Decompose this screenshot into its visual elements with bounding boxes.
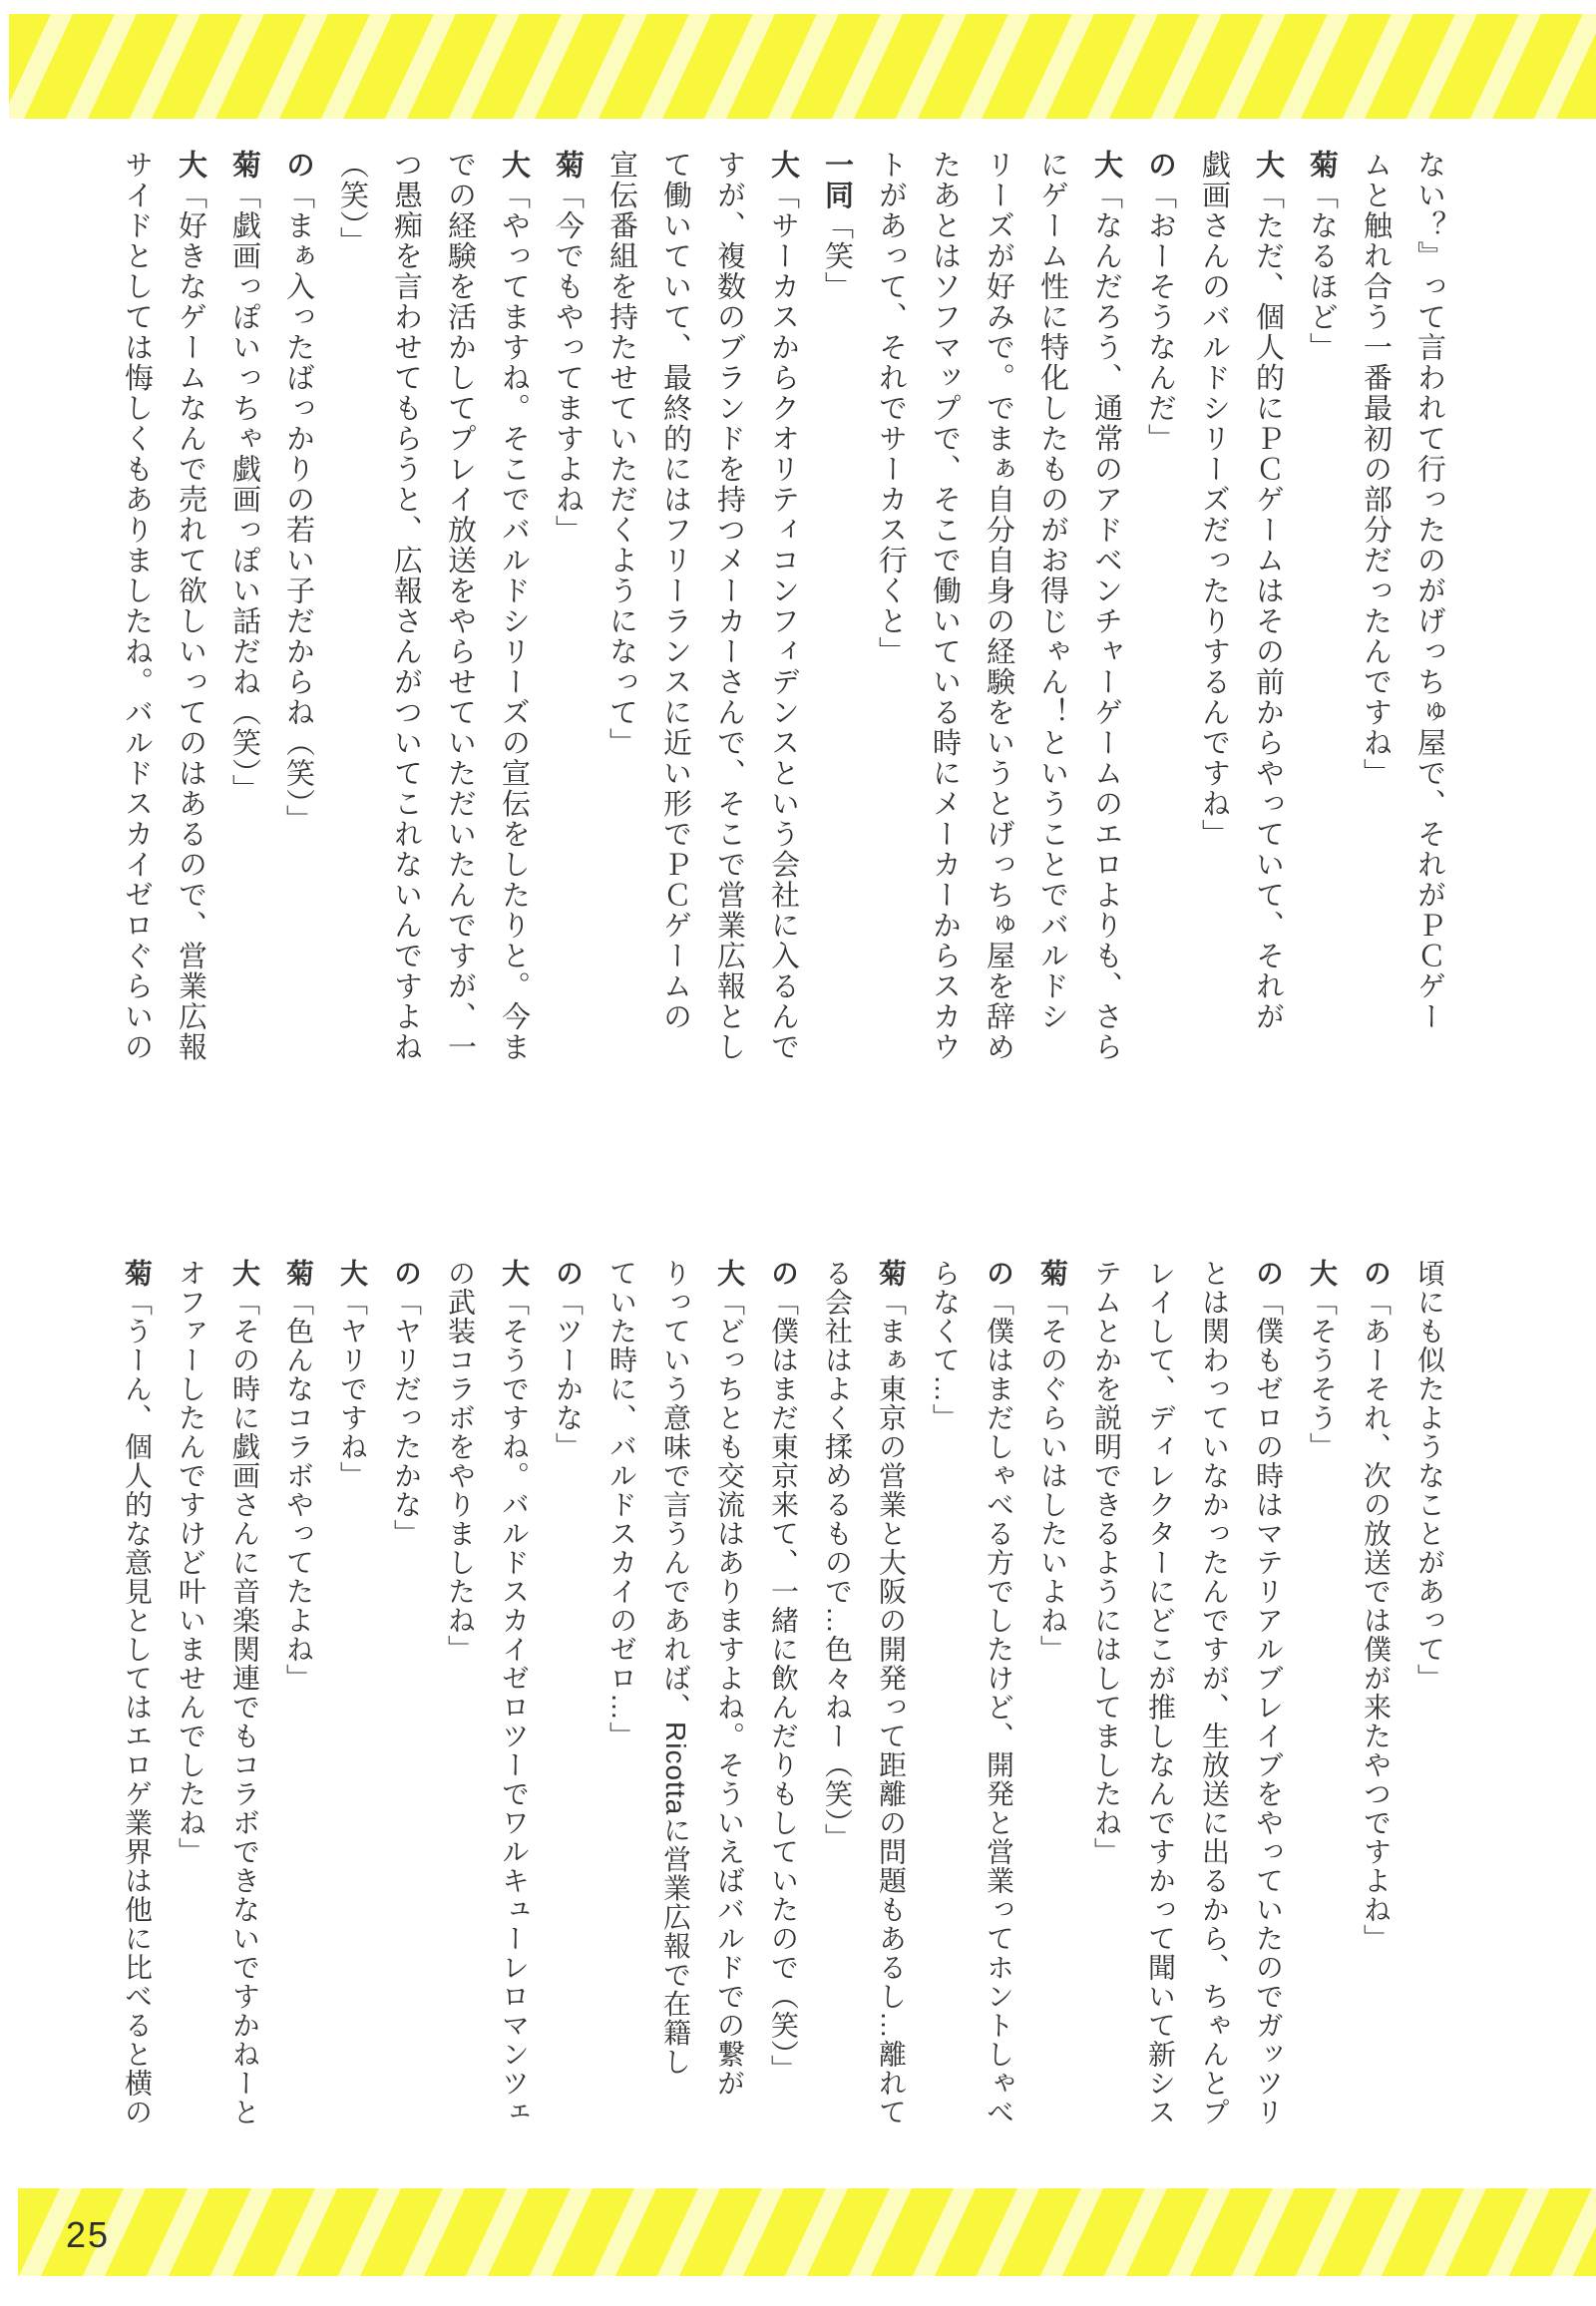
- bottom-stripe-bar: [18, 2188, 1596, 2276]
- line-text: 「うーん、個人的な意見としてはエロゲ業界は他に比べると横の: [122, 1288, 153, 2126]
- text-column: [487, 1259, 541, 2141]
- line-text: 「まぁ入ったばっかりの若い子だからね（笑）」: [282, 180, 314, 835]
- text-column: [271, 150, 325, 1077]
- line-text: 「サーカスからクオリティコンフィデンスという会社に入るんで: [767, 180, 799, 1062]
- line-text: 「僕はまだ東京来て、一緒に飲んだりもしていたので（笑）」: [768, 1288, 799, 2084]
- text-column: [1025, 1259, 1079, 2141]
- speaker-label: 一同: [821, 150, 853, 210]
- speaker-label: の: [984, 1259, 1014, 1288]
- text-column: [433, 150, 487, 1077]
- text-column: [756, 150, 810, 1077]
- line-text: 頃にも似たようなことがあって」: [1414, 1259, 1445, 1693]
- text-column: [595, 1259, 648, 2141]
- speaker-label: の: [282, 150, 314, 181]
- text-column: [1241, 1259, 1295, 2141]
- text-column: [702, 1259, 756, 2141]
- text-column: [702, 150, 756, 1077]
- line-text: （笑）」: [336, 150, 368, 257]
- line-text: らなくて…」: [930, 1259, 961, 1432]
- speaker-label: 大: [767, 150, 799, 181]
- speaker-label: の: [1253, 1259, 1284, 1288]
- text-column: [648, 1259, 702, 2141]
- line-text: 「そのぐらいはしたいよね」: [1037, 1288, 1068, 1664]
- speaker-label: 大: [175, 150, 206, 181]
- text-column: [379, 1259, 433, 2141]
- speaker-label: 菊: [122, 1259, 153, 1288]
- text-column: [1133, 1259, 1187, 2141]
- text-column: [1402, 1259, 1456, 2141]
- line-text: 「ツーかな」: [553, 1288, 584, 1461]
- speaker-label: の: [1361, 1259, 1392, 1288]
- text-column: [1187, 1259, 1241, 2141]
- line-text: たあとはソフマップで、そこで働いている時にメーカーからスカウ: [929, 150, 961, 1062]
- line-text: 「なんだろう、通常のアドベンチャーゲームのエロよりも、さら: [1090, 180, 1122, 1062]
- text-column: [217, 150, 271, 1077]
- line-text: 「なるほど」: [1306, 180, 1338, 363]
- speaker-label: の: [768, 1259, 799, 1288]
- speaker-label: の: [391, 1259, 422, 1288]
- text-column: [379, 150, 433, 1077]
- text-column: [271, 1259, 325, 2141]
- line-text: すが、複数のブランドを持つメーカーさんで、そこで営業広報とし: [713, 150, 745, 1062]
- text-column: [1402, 150, 1456, 1077]
- text-column: [756, 1259, 810, 2141]
- line-text: トがあって、それでサーカス行くと」: [875, 150, 907, 667]
- speaker-label: 大: [498, 150, 530, 181]
- text-column: [110, 150, 164, 1077]
- speaker-label: 大: [1307, 1259, 1338, 1288]
- text-column: [864, 1259, 918, 2141]
- line-text: テムとかを説明できるようにはしてましたね」: [1091, 1259, 1122, 1866]
- speaker-label: の: [553, 1259, 584, 1288]
- line-text: にゲーム性に特化したものがお得じゃん！ということでバルドシ: [1036, 150, 1068, 1032]
- text-column: [541, 150, 595, 1077]
- text-column: [1241, 150, 1295, 1077]
- line-text: 「戯画っぽいっちゃ戯画っぽい話だね（笑）」: [228, 180, 260, 805]
- speaker-label: 菊: [228, 150, 260, 181]
- line-text: 「どっちとも交流はありますよね。そういえばバルドでの繋が: [714, 1288, 745, 2098]
- text-column: [1187, 150, 1241, 1077]
- line-text: ていた時に、バルドスカイのゼロ…」: [606, 1259, 637, 1750]
- speaker-label: 菊: [552, 150, 584, 181]
- speaker-label: 菊: [1037, 1259, 1068, 1288]
- line-text: 「色んなコラボやってたよね」: [283, 1288, 314, 1693]
- line-text: での経験を活かしてプレイ放送をやらせていただいたんですが、一: [444, 150, 476, 1062]
- speaker-label: 大: [714, 1259, 745, 1288]
- line-text: 「僕はまだしゃべる方でしたけど、開発と営業ってホントしゃべ: [984, 1288, 1014, 2126]
- text-column: [1349, 150, 1402, 1077]
- speaker-label: 大: [1090, 150, 1122, 181]
- text-column: [810, 150, 864, 1077]
- text-column: [1133, 150, 1187, 1077]
- text-column: [1025, 150, 1079, 1077]
- text-column: [595, 150, 648, 1077]
- line-text: 「今でもやってますよね」: [552, 180, 584, 546]
- text-column: [110, 1259, 164, 2141]
- speaker-label: 菊: [283, 1259, 314, 1288]
- line-text: 「ヤリだったかな」: [391, 1288, 422, 1548]
- speaker-label: 大: [1252, 150, 1284, 181]
- line-text: ない？』って言われて行ったのがげっちゅ屋で、それがＰＣゲー: [1413, 150, 1445, 1032]
- text-column: [1295, 150, 1349, 1077]
- line-text: サイドとしては悔しくもありましたね。バルドスカイゼロぐらいの: [121, 150, 153, 1062]
- line-text: 「そうそう」: [1307, 1288, 1338, 1461]
- text-column: [325, 150, 379, 1077]
- line-text: 宣伝番組を持たせていただくようになって」: [605, 150, 637, 758]
- line-text: つ愚痴を言わせてもらうと、広報さんがついてこれないんですよね: [390, 150, 422, 1062]
- speaker-label: 大: [499, 1259, 530, 1288]
- speaker-label: の: [1144, 150, 1176, 181]
- line-text: 「やってますね。そこでバルドシリーズの宣伝をしたりと。今ま: [498, 180, 530, 1062]
- text-column: [648, 150, 702, 1077]
- line-text: 「好きなゲームなんで売れて欲しいってのはあるので、営業広報: [175, 180, 206, 1062]
- speaker-label: 大: [337, 1259, 368, 1288]
- text-column: [1295, 1259, 1349, 2141]
- text-column: [972, 150, 1025, 1077]
- text-column: [810, 1259, 864, 2141]
- text-column: [864, 150, 918, 1077]
- speaker-label: 大: [229, 1259, 260, 1288]
- text-column: [487, 150, 541, 1077]
- line-text: 「笑」: [821, 210, 853, 302]
- line-text: る会社はよく揉めるもので…色々ねー（笑）」: [822, 1259, 853, 1852]
- line-text: ムと触れ合う一番最初の部分だったんですね」: [1360, 150, 1392, 789]
- line-text: レイして、ディレクターにどこが推しなんですかって聞いて新シス: [1145, 1259, 1176, 2126]
- text-column: [1079, 150, 1133, 1077]
- line-text: オファーしたんですけど叶いませんでしたね」: [176, 1259, 206, 1866]
- line-text: の武装コラボをやりましたね」: [445, 1259, 476, 1664]
- line-text: 「その時に戯画さんに音楽関連でもコラボできないですかねーと: [229, 1288, 260, 2126]
- speaker-label: 菊: [876, 1259, 907, 1288]
- line-text: 「ヤリですね」: [337, 1288, 368, 1490]
- line-text: りっていう意味で言うんであれば、Ricottaに営業広報で在籍し: [660, 1259, 691, 2077]
- text-column: [1349, 1259, 1402, 2141]
- text-column: [918, 1259, 972, 2141]
- text-column: [164, 150, 217, 1077]
- line-text: 「おーそうなんだ」: [1144, 180, 1176, 454]
- line-text: 「あーそれ、次の放送では僕が来たやつですよね」: [1361, 1288, 1392, 1953]
- line-text: 「まぁ東京の営業と大阪の開発って距離の問題もあるし…離れて: [876, 1288, 907, 2126]
- text-column: [433, 1259, 487, 2141]
- line-text: て働いていて、最終的にはフリーランスに近い形でＰＣゲームの: [659, 150, 691, 1032]
- text-column: [164, 1259, 217, 2141]
- text-column: [918, 150, 972, 1077]
- text-column: [1079, 1259, 1133, 2141]
- line-text: 「そうですね。バルドスカイゼロツーでワルキューレロマンツェ: [499, 1288, 530, 2126]
- line-text: 戯画さんのバルドシリーズだったりするんですね」: [1198, 150, 1230, 850]
- interview-text-block-1: [110, 150, 1456, 1077]
- top-stripe-bar: [9, 14, 1596, 119]
- text-column: [972, 1259, 1025, 2141]
- speaker-label: 菊: [1306, 150, 1338, 181]
- line-text: とは関わっていなかったんですが、生放送に出るから、ちゃんとプ: [1199, 1259, 1230, 2126]
- text-column: [541, 1259, 595, 2141]
- interview-text-block-2: [110, 1259, 1456, 2141]
- line-text: 「僕もゼロの時はマテリアルブレイブをやっていたのでガッツリ: [1253, 1288, 1284, 2126]
- page-number: 25: [66, 2214, 111, 2255]
- text-column: [217, 1259, 271, 2141]
- line-text: リーズが好みで。でまぁ自分自身の経験をいうとげっちゅ屋を辞め: [983, 150, 1014, 1062]
- line-text: 「ただ、個人的にＰＣゲームはその前からやっていて、それが: [1252, 180, 1284, 1032]
- text-column: [325, 1259, 379, 2141]
